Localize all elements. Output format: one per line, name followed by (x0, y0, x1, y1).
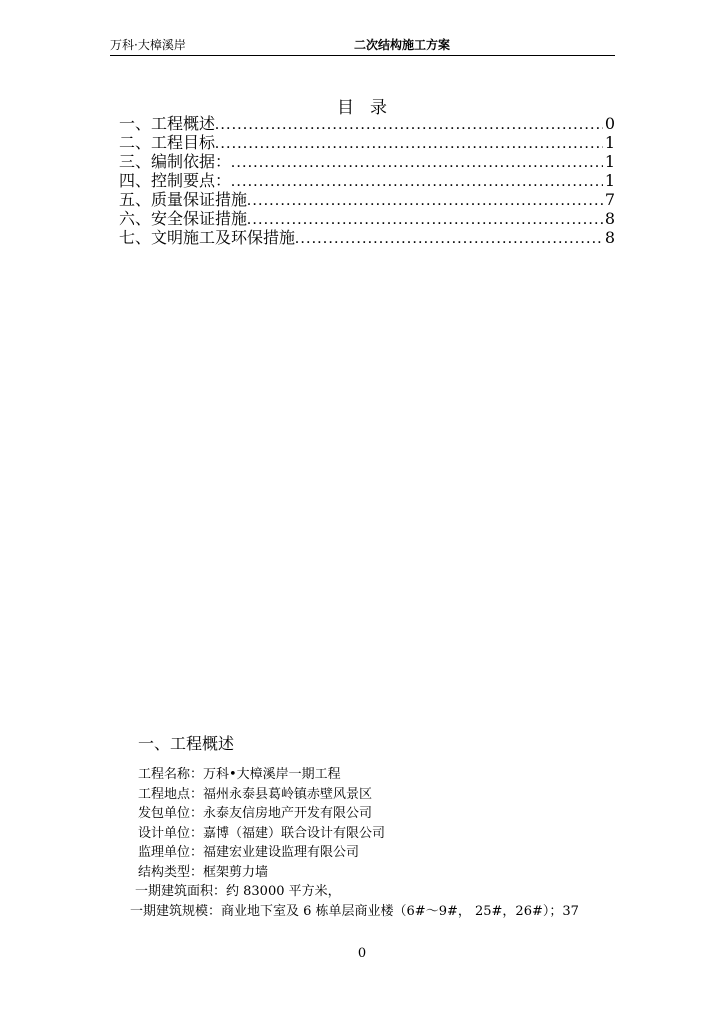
toc-leader-dots (295, 229, 603, 248)
header-document-title: 二次结构施工方案 (354, 38, 451, 52)
toc-entry-page: 8 (604, 228, 615, 247)
toc-leader-dots (247, 210, 603, 229)
info-line: 一期建筑规模：商业地下室及 6 栋单层商业楼（6#～9#， 25#，26#）；37 (130, 903, 579, 919)
table-of-contents (119, 114, 615, 247)
toc-entry-label: 三、编制依据： (119, 152, 232, 171)
header-rule (110, 55, 615, 56)
page-number: 0 (357, 946, 367, 961)
toc-entry[interactable] (119, 228, 615, 247)
toc-entry-page: 0 (604, 114, 615, 133)
info-line: 监理单位：福建宏业建设监理有限公司 (138, 845, 360, 860)
toc-title: 目录 (337, 98, 403, 118)
toc-leader-dots (231, 153, 603, 172)
info-line: 工程名称：万科•大樟溪岸一期工程 (138, 767, 341, 782)
project-info (130, 765, 618, 921)
toc-entry-page: 1 (604, 133, 615, 152)
toc-entry-label: 一、工程概述 (119, 114, 216, 133)
toc-entry[interactable] (119, 209, 615, 228)
toc-leader-dots (247, 191, 603, 210)
toc-entry-page: 7 (604, 190, 615, 209)
toc-entry[interactable] (119, 152, 615, 171)
header-project-name: 万科·大樟溪岸 (110, 38, 186, 52)
toc-entry-page: 1 (604, 171, 615, 190)
toc-entry-label: 六、安全保证措施 (119, 209, 248, 228)
toc-entry-label: 五、质量保证措施 (119, 190, 248, 209)
toc-entry-page: 8 (604, 209, 615, 228)
page-header (110, 36, 615, 54)
toc-leader-dots (231, 172, 603, 191)
toc-entry[interactable] (119, 114, 615, 133)
toc-entry-page: 1 (604, 152, 615, 171)
toc-leader-dots (215, 115, 603, 134)
section-heading: 一、工程概述 (138, 734, 235, 753)
info-line: 一期建筑面积：约 83000 平方米， (135, 884, 341, 899)
info-line: 结构类型：框架剪力墙 (138, 864, 269, 880)
toc-entry-label: 四、控制要点： (119, 171, 232, 190)
info-line: 设计单位：嘉博（福建）联合设计有限公司 (138, 825, 386, 841)
toc-entry-label: 七、文明施工及环保措施 (119, 228, 296, 247)
toc-entry[interactable] (119, 190, 615, 209)
info-line: 发包单位：永泰友信房地产开发有限公司 (138, 806, 373, 821)
info-line: 工程地点：福州永泰县葛岭镇赤壁风景区 (138, 786, 373, 802)
toc-entry[interactable] (119, 171, 615, 190)
toc-entry[interactable] (119, 133, 615, 152)
toc-entry-label: 二、工程目标 (119, 133, 216, 152)
toc-leader-dots (215, 134, 603, 153)
